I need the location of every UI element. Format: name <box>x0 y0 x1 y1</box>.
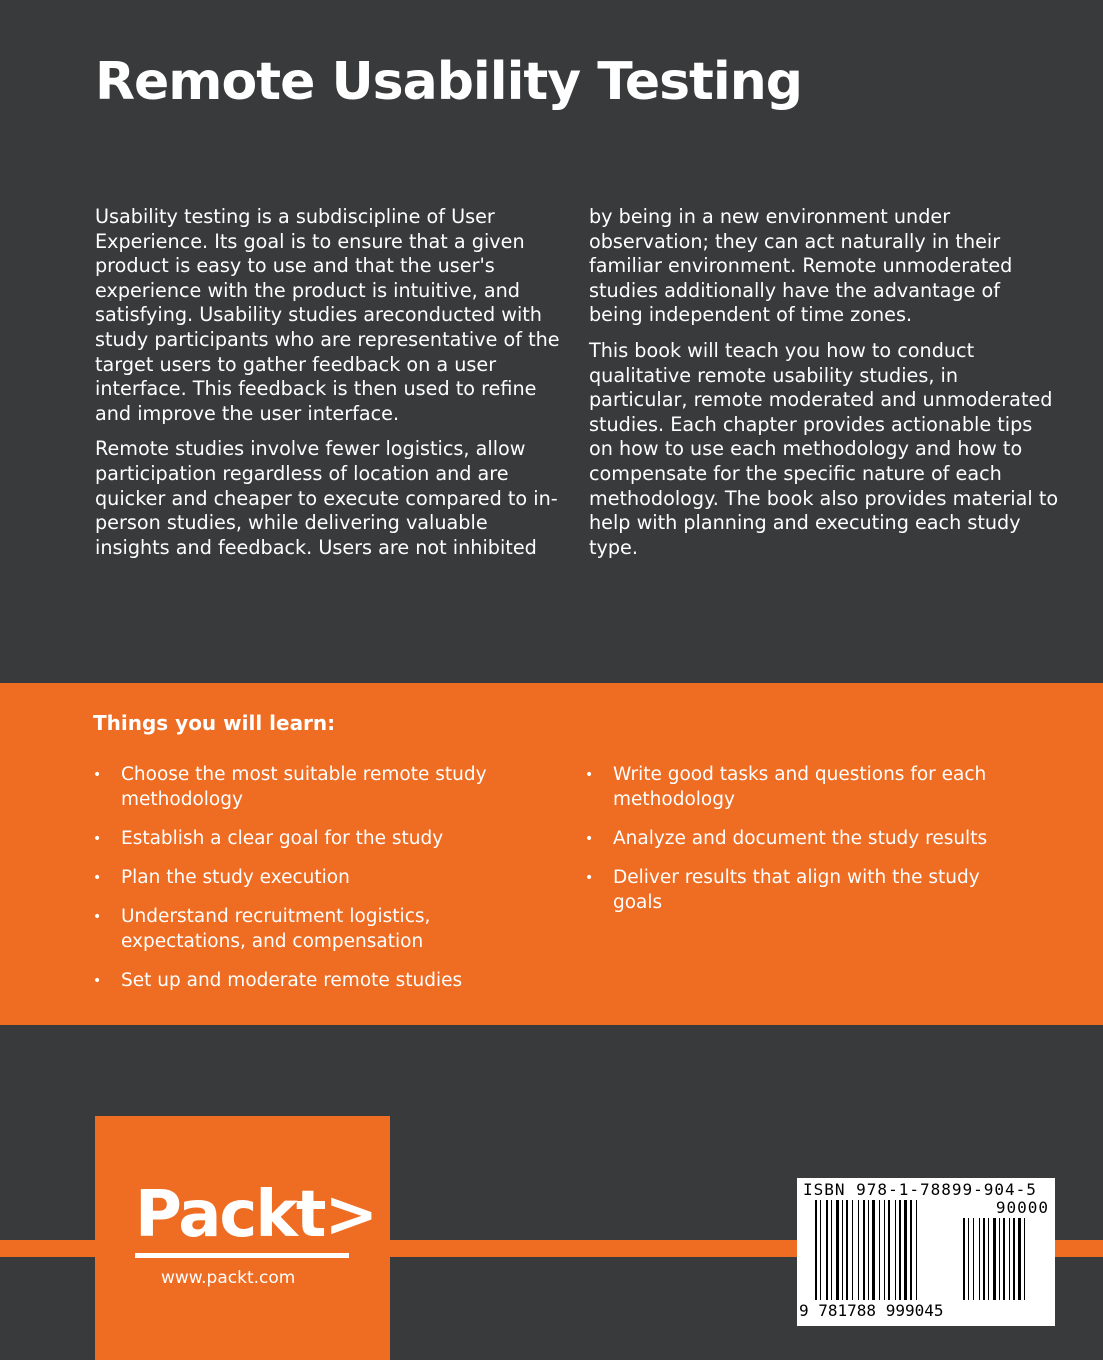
barcode-bar <box>1018 1218 1021 1300</box>
list-item-text: Set up and moderate remote studies <box>121 969 463 991</box>
bullet-icon: • <box>585 869 594 886</box>
description-paragraph: This book will teach you how to conduct qualitative remote usability studies, in particular, remote moderated and unmoderated studies. Each chapter provides actionable tips on how to use each methodology and how to compensate for the specific nature of each methodology. The book also provides material to help with planning and executing each study type. <box>589 338 1059 559</box>
barcode-bar <box>815 1200 817 1300</box>
bullet-icon: • <box>93 830 102 847</box>
barcode-bar <box>879 1200 880 1300</box>
barcode-bar <box>983 1218 985 1300</box>
barcode-bar <box>999 1218 1000 1300</box>
publisher-url: www.packt.com <box>161 1268 296 1288</box>
list-item <box>585 763 1025 812</box>
barcode-bar <box>831 1200 832 1300</box>
barcode-bar <box>1009 1218 1010 1300</box>
list-item <box>93 763 533 812</box>
learn-list-right <box>585 763 1025 930</box>
barcode-bar <box>963 1218 965 1300</box>
list-item <box>93 969 533 994</box>
list-item <box>93 905 533 954</box>
barcode-bar <box>884 1200 885 1300</box>
bullet-icon: • <box>585 830 594 847</box>
list-item <box>585 866 1025 915</box>
barcode-bar <box>973 1218 974 1300</box>
list-item <box>93 827 533 852</box>
barcode-bar <box>842 1200 843 1300</box>
learn-heading: Things you will learn: <box>93 711 336 735</box>
list-item <box>585 827 1025 852</box>
barcode-bar <box>910 1200 912 1300</box>
barcode-bar <box>846 1200 848 1300</box>
bullet-icon: • <box>93 767 102 783</box>
barcode-bar <box>872 1200 875 1300</box>
description-paragraph: by being in a new environment under observation; they can act naturally in their familiar environment. Remote unmoderated studies additionally have the advantage of being independent of time zones. <box>589 205 1013 327</box>
description-paragraph: Remote studies involve fewer logistics, allow participation regardless of location and are quicker and cheaper to execute compared to in-person studies, while delivering valuable insights and feedback. Users are not inhibited <box>95 437 558 559</box>
barcode-bar <box>899 1200 901 1300</box>
bullet-icon: • <box>93 909 102 926</box>
publisher-logo-box <box>95 1116 390 1360</box>
barcode-bar <box>888 1200 890 1300</box>
isbn-text: ISBN 978-1-78899-904-5 <box>803 1180 1037 1199</box>
list-item-text: Deliver results that align with the study goals <box>613 866 980 913</box>
bullet-icon: • <box>93 869 102 886</box>
barcode-bar <box>868 1200 869 1300</box>
description-right-column <box>589 205 1059 571</box>
barcode-bar <box>858 1200 859 1300</box>
barcode-bar <box>988 1218 989 1300</box>
description-paragraph: Usability testing is a subdiscipline of User Experience. Its goal is to ensure that a given product is easy to use and that the user's experience with the product is intuitive, and satisfying. Usability studies areconducted with study participants who are representative of the target users to gather feedback on a user interface. This feedback is then used to refine and improve the user interface. <box>95 205 560 425</box>
barcode-bar <box>1003 1218 1005 1300</box>
barcode-bar <box>826 1200 828 1300</box>
learn-list-left <box>93 763 533 1008</box>
barcode-bar <box>852 1200 853 1300</box>
list-item-text: Establish a clear goal for the study <box>121 827 444 849</box>
isbn-barcode <box>797 1178 1055 1326</box>
barcode-bar <box>979 1218 980 1300</box>
bullet-icon: • <box>585 767 594 783</box>
barcode-bar <box>1024 1218 1025 1300</box>
price-code: 90000 <box>995 1198 1049 1217</box>
barcode-bar <box>968 1218 969 1300</box>
description-left-column <box>95 205 560 571</box>
barcode-bar <box>895 1200 896 1300</box>
list-item-text: Write good tasks and questions for each methodology <box>613 764 987 810</box>
book-title: Remote Usability Testing <box>95 52 802 112</box>
barcode-bar <box>820 1200 821 1300</box>
bullet-icon: • <box>93 972 102 989</box>
list-item-text: Choose the most suitable remote study methodology <box>121 764 487 810</box>
ean-number: 9 781788 999045 <box>799 1301 944 1320</box>
packt-logo: Packt> <box>135 1178 377 1252</box>
list-item-text: Plan the study execution <box>121 866 350 888</box>
barcode-bar <box>916 1200 917 1300</box>
barcode-bar <box>904 1200 907 1300</box>
barcode-bar <box>863 1200 865 1300</box>
barcode-bar <box>836 1200 839 1300</box>
list-item-text: Understand recruitment logistics, expectations, and compensation <box>121 906 431 952</box>
logo-underline <box>135 1253 349 1258</box>
list-item <box>93 866 533 891</box>
list-item-text: Analyze and document the study results <box>613 827 988 849</box>
barcode-bar <box>993 1218 996 1300</box>
barcode-bar <box>1013 1218 1015 1300</box>
